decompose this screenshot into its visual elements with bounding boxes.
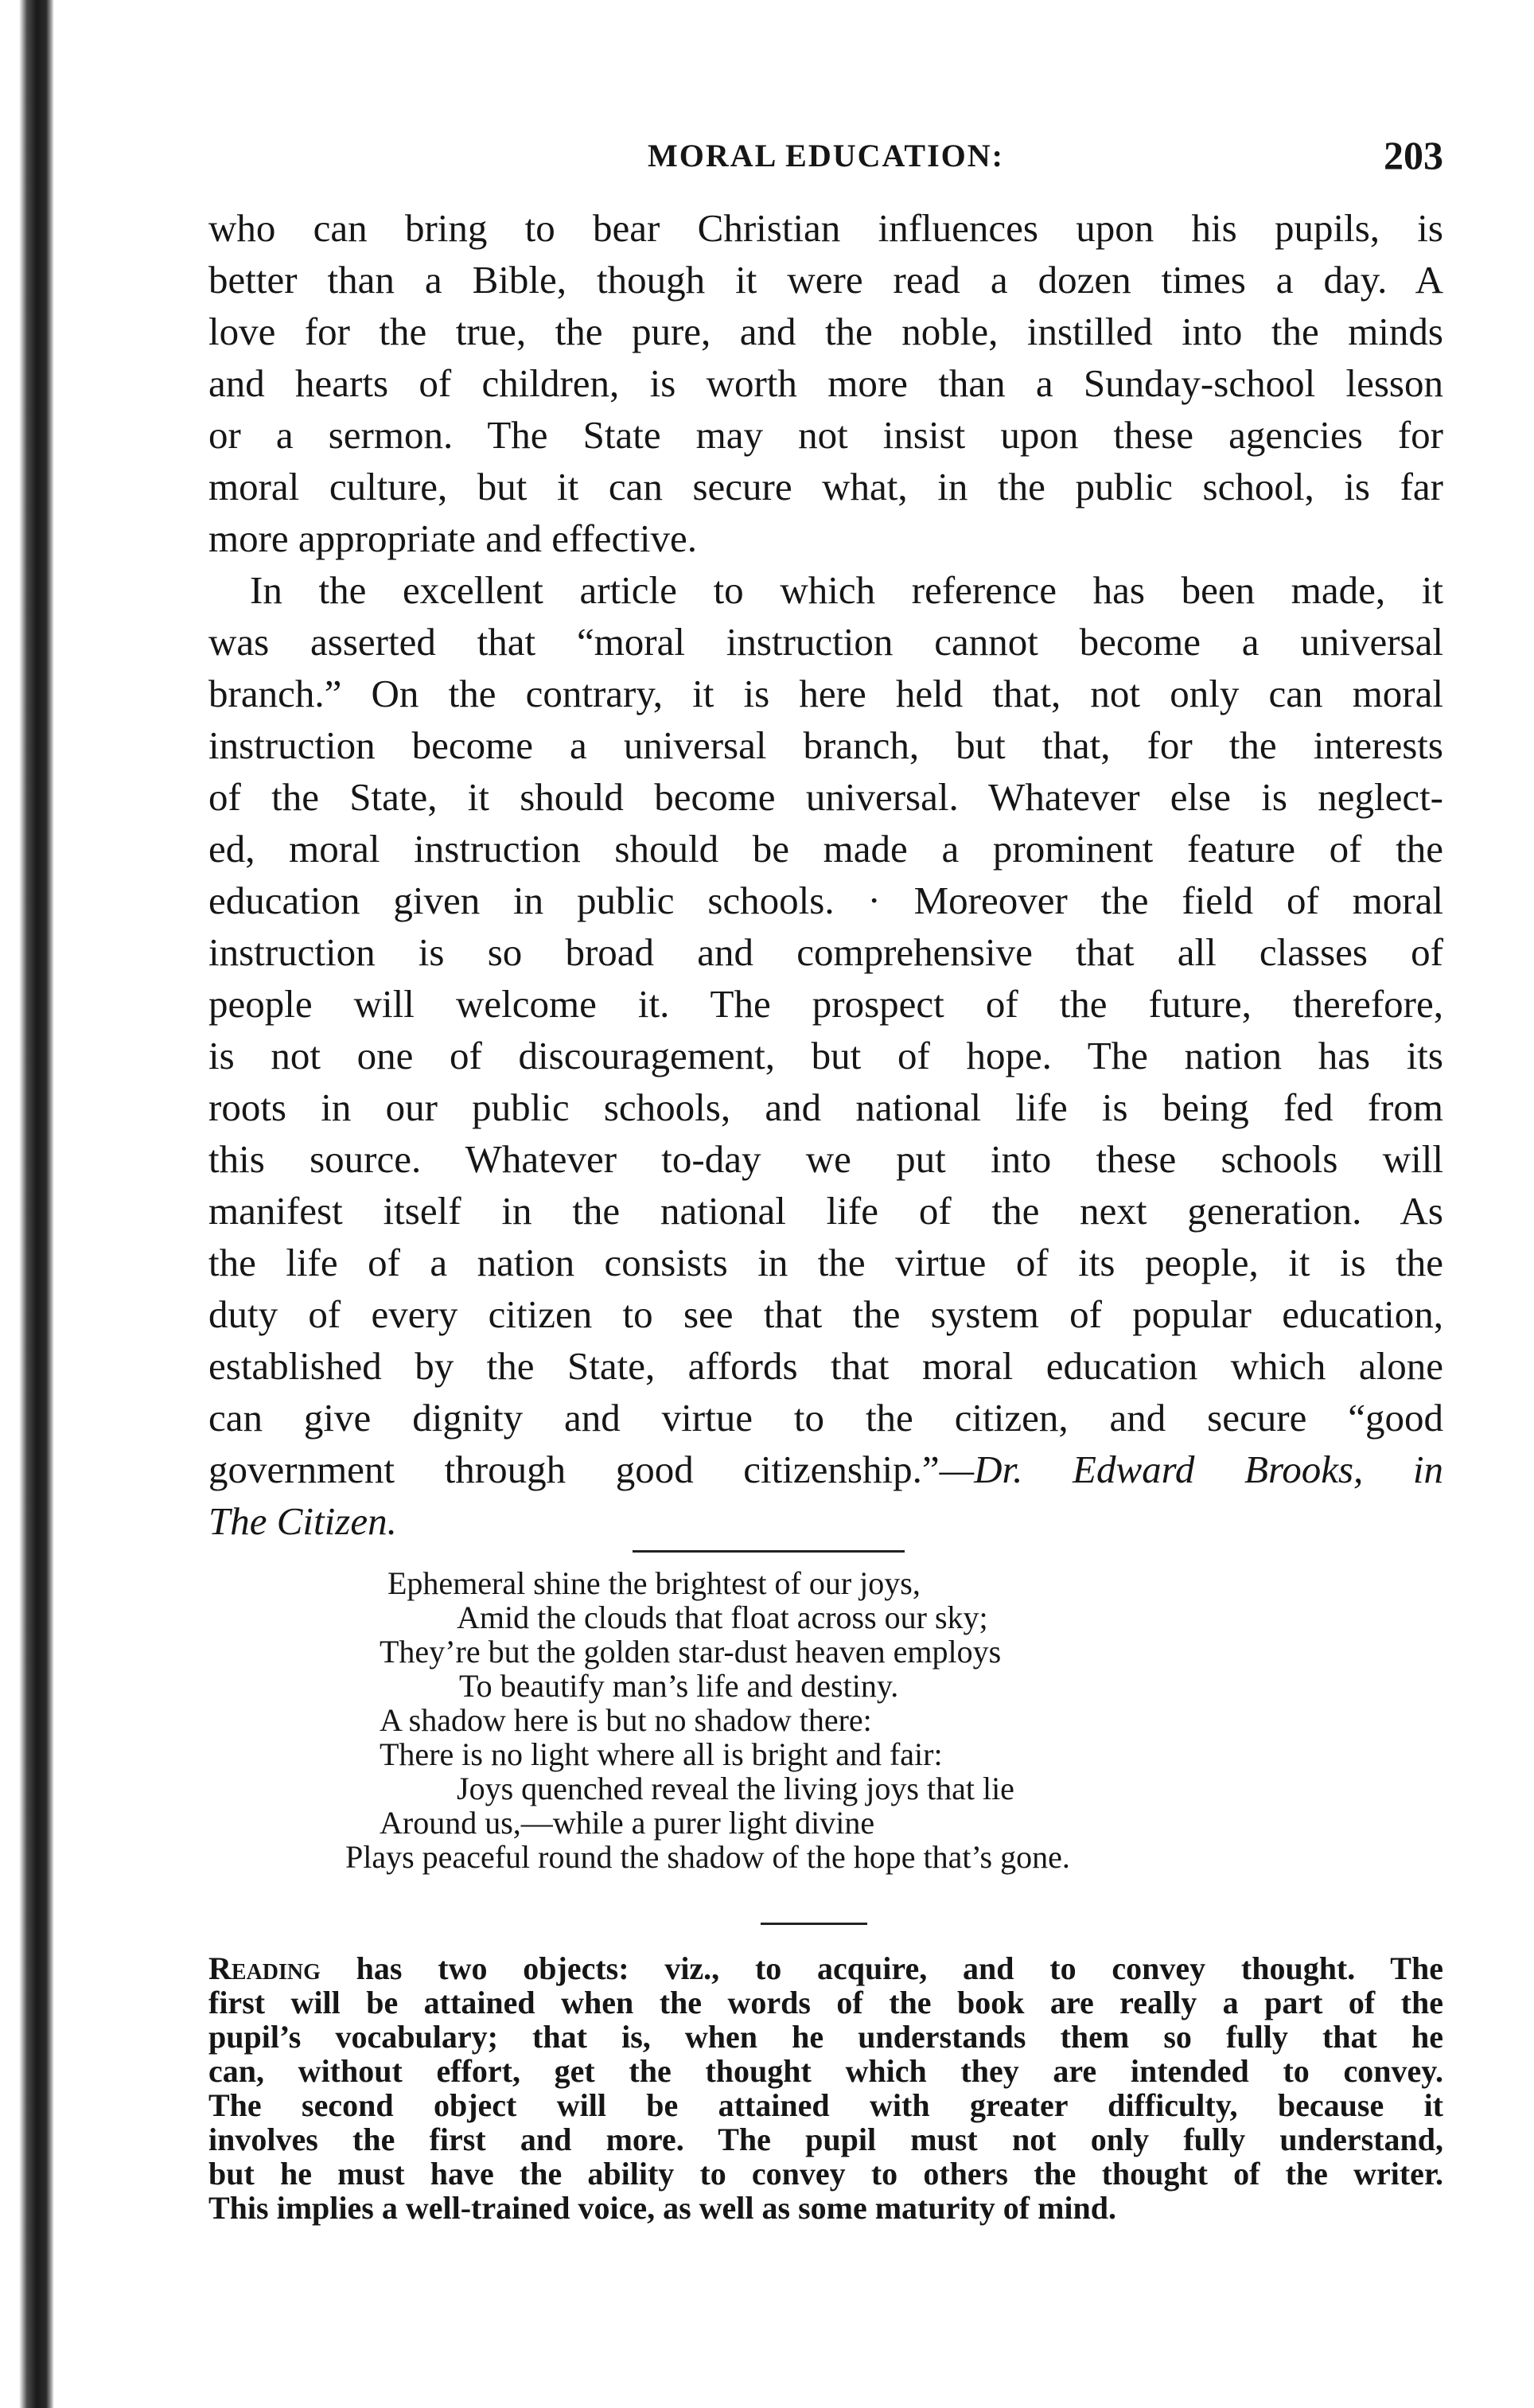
attribution: —Dr. Edward Brooks, in — [939, 1448, 1443, 1491]
text-line: manifest itself in the national life of the next generation. As — [208, 1189, 1443, 1233]
page-header — [208, 132, 1443, 180]
poem-line: Around us,—while a purer light divine — [380, 1805, 875, 1841]
text-line: love for the true, the pure, and the noble, instilled into the minds — [208, 310, 1443, 353]
text-line: is not one of discouragement, but of hope. The nation has its — [208, 1034, 1443, 1077]
text-line: instruction become a universal branch, but that, for the interests — [208, 723, 1443, 767]
text-line: ed, moral instruction should be made a prominent feature of the — [208, 827, 1443, 871]
note-line: but he must have the ability to convey to others the thought of the writer. — [208, 2156, 1443, 2192]
note-line: pupil’s vocabulary; that is, when he understands them so fully that he — [208, 2019, 1443, 2055]
text-line: and hearts of children, is worth more than a Sunday-school lesson — [208, 361, 1443, 405]
page-number: 203 — [1384, 133, 1443, 177]
text-line: who can bring to bear Christian influences upon his pupils, is — [208, 206, 1443, 250]
text-line: established by the State, affords that moral education which alone — [208, 1344, 1443, 1388]
poem-line: Ephemeral shine the brightest of our joys, — [387, 1565, 921, 1601]
note-line: This implies a well-trained voice, as well as some maturity of mind. — [208, 2190, 1117, 2226]
reading-note — [208, 1951, 1443, 2225]
source-title: The Citizen. — [208, 1499, 397, 1543]
text-line: moral culture, but it can secure what, in the public school, is far — [208, 465, 1443, 508]
note-line: can, without effort, get the thought which they are intended to convey. — [208, 2053, 1443, 2089]
text-line: In the excellent article to which reference has been made, it — [250, 568, 1443, 612]
poem-line: To beautify man’s life and destiny. — [459, 1668, 899, 1704]
poem-line: Amid the clouds that float across our sky; — [457, 1599, 988, 1635]
poem-line: There is no light where all is bright and fair: — [380, 1736, 943, 1772]
text-line: instruction is so broad and comprehensive that all classes of — [208, 930, 1443, 974]
poem-line: Plays peaceful round the shadow of the hope that’s gone. — [345, 1839, 1070, 1875]
text-line: the life of a nation consists in the virtue of its people, it is the — [208, 1241, 1443, 1284]
poem-line: They’re but the golden star-dust heaven employs — [380, 1634, 1002, 1670]
text-line: more appropriate and effective. — [208, 516, 698, 560]
article-body — [208, 202, 1443, 1547]
text-line: can give dignity and virtue to the citizen, and secure “good — [208, 1396, 1443, 1440]
text-line: branch.” On the contrary, it is here held that, not only can moral — [208, 672, 1443, 715]
text-line: roots in our public schools, and national life is being fed from — [208, 1085, 1443, 1129]
source-line — [208, 1495, 1443, 1547]
text-line: education given in public schools. · Moreover the field of moral — [208, 879, 1443, 922]
note-lead: Reading — [208, 1950, 321, 1986]
section-divider — [761, 1923, 867, 1925]
text-line: or a sermon. The State may not insist upon these agencies for — [208, 413, 1443, 457]
text-line: government through good citizenship.” — [208, 1448, 940, 1491]
note-line: first will be attained when the words of the book are really a part of the — [208, 1985, 1443, 2020]
text-line: of the State, it should become universal. Whatever else is neglect- — [208, 775, 1443, 819]
section-divider — [633, 1550, 905, 1553]
note-text: has two objects: viz., to acquire, and to convey thought. The — [320, 1950, 1443, 1986]
poem — [207, 1566, 1448, 1874]
text-line: better than a Bible, though it were read a dozen times a day. A — [208, 258, 1443, 302]
poem-line: A shadow here is but no shadow there: — [380, 1702, 872, 1738]
text-line: this source. Whatever to-day we put into these schools will — [208, 1137, 1443, 1181]
running-head: MORAL EDUCATION: — [648, 138, 1004, 173]
text-line: people will welcome it. The prospect of the future, therefore, — [208, 982, 1443, 1026]
note-line: The second object will be attained with greater difficulty, because it — [208, 2087, 1443, 2123]
attribution-line — [208, 1444, 1443, 1495]
poem-line: Joys quenched reveal the living joys that lie — [457, 1771, 1014, 1806]
text-line: duty of every citizen to see that the system of popular education, — [208, 1292, 1443, 1336]
note-line — [208, 1951, 1443, 1985]
note-line: involves the first and more. The pupil must not only fully understand, — [208, 2122, 1443, 2157]
book-spine-shadow — [0, 0, 54, 2408]
text-line: was asserted that “moral instruction cannot become a universal — [208, 620, 1443, 664]
